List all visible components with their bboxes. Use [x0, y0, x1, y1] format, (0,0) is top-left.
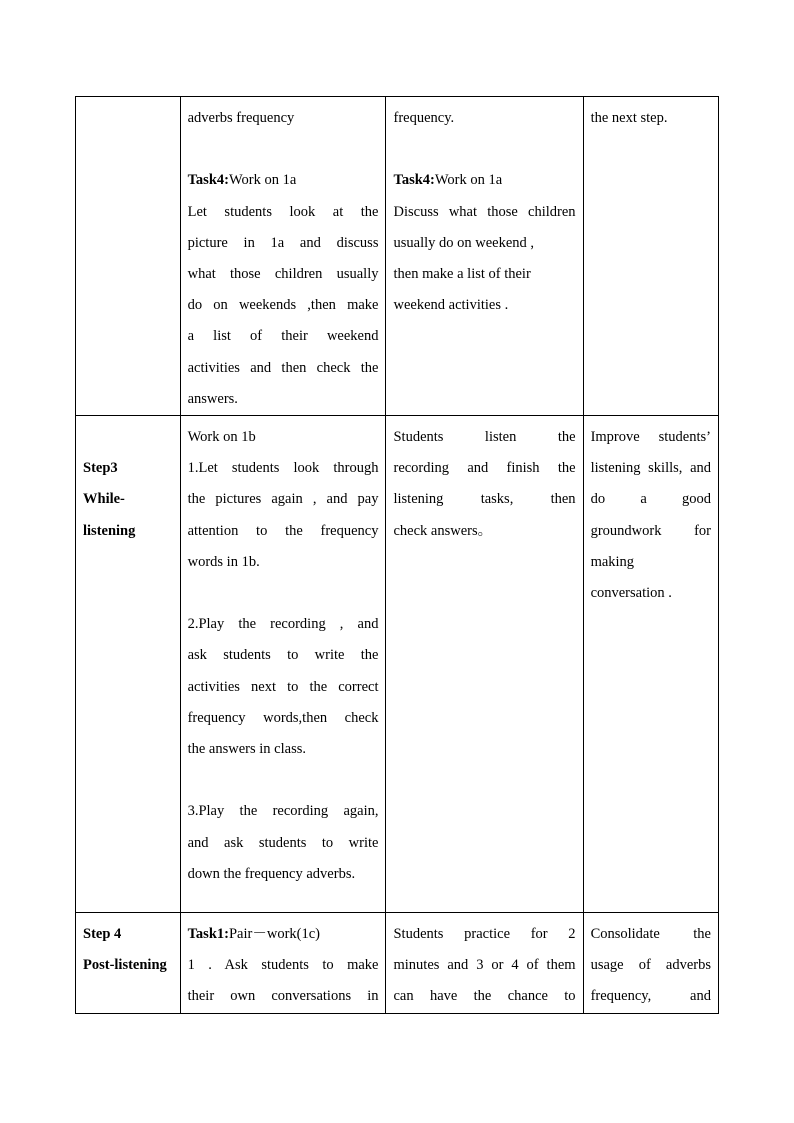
- text-line: frequency.: [393, 110, 455, 126]
- text-line: groundwork for: [590, 522, 711, 539]
- step-label: Step3: [83, 460, 118, 477]
- text-line: usage of adverbs: [590, 957, 711, 974]
- text-line: Students practice for 2: [393, 926, 576, 943]
- task-heading: Task4:Work on 1a: [187, 172, 297, 189]
- table-row: [76, 97, 719, 416]
- text-line: picture in 1a and discuss: [187, 234, 379, 251]
- text-line: Work on 1b: [187, 429, 256, 446]
- text-line: activities and then check the: [187, 359, 379, 376]
- text-line: ask students to write the: [187, 647, 379, 664]
- text-line: 1.Let students look through: [187, 460, 379, 477]
- text-line: the answers in class.: [187, 741, 306, 758]
- table-row: [76, 913, 719, 1014]
- text-line: 3.Play the recording again,: [187, 803, 379, 820]
- teacher-activity-cell: [180, 416, 386, 913]
- text-line: adverbs frequency: [187, 110, 295, 126]
- text-line: the pictures again , and pay: [187, 491, 379, 508]
- text-line: Discuss what those children: [393, 203, 576, 220]
- purpose-cell: [583, 913, 718, 1014]
- purpose-cell: [583, 416, 718, 913]
- text-line: can have the chance to: [393, 988, 576, 1005]
- table-row: [76, 416, 719, 913]
- text-line: down the frequency adverbs.: [187, 865, 356, 882]
- text-line: a list of their weekend: [187, 328, 379, 345]
- text-line: recording and finish the: [393, 460, 576, 477]
- text-line: 1 . Ask students to make: [187, 957, 379, 974]
- text-line: words in 1b.: [187, 553, 260, 570]
- step-cell: [76, 97, 181, 416]
- text-line: frequency words,then check: [187, 709, 379, 726]
- text-line: Improve students’: [590, 429, 711, 446]
- text-line: listening skills, and: [590, 460, 711, 477]
- text-line: what those children usually: [187, 266, 379, 282]
- teacher-activity-cell: [180, 97, 386, 416]
- text-line: Let students look at the: [187, 203, 379, 220]
- text-line: attention to the frequency: [187, 522, 379, 539]
- step-label: Post-listening: [83, 957, 167, 974]
- teacher-activity-cell: [180, 913, 386, 1014]
- text-line: frequency, and: [590, 988, 711, 1005]
- step-label: listening: [83, 522, 136, 539]
- text-line: minutes and 3 or 4 of them: [393, 957, 576, 974]
- task-heading: Task4:Work on 1a: [393, 172, 503, 189]
- text-line: listening tasks, then: [393, 491, 576, 508]
- text-line: do a good: [590, 491, 711, 508]
- text-line: Consolidate the: [590, 926, 711, 943]
- text-line: and ask students to write: [187, 834, 379, 851]
- text-line: conversation .: [590, 585, 672, 602]
- text-line: weekend activities .: [393, 297, 509, 314]
- task-heading: Task1:Pair－work(1c): [187, 926, 320, 943]
- step-label: Step 4: [83, 926, 122, 943]
- text-line: Students listen the: [393, 429, 576, 446]
- text-line: their own conversations in: [187, 988, 379, 1005]
- text-line: usually do on weekend ,: [393, 234, 535, 251]
- text-line: check answers。: [393, 522, 493, 539]
- step-cell: [76, 913, 181, 1014]
- step-label: While-: [83, 491, 125, 508]
- lesson-plan-table: [75, 96, 719, 1014]
- text-line: do on weekends ,then make: [187, 297, 379, 314]
- text-line: 2.Play the recording , and: [187, 616, 379, 633]
- purpose-cell: [583, 97, 718, 416]
- student-activity-cell: [386, 97, 583, 416]
- text-line: answers.: [187, 390, 238, 407]
- step-cell: [76, 416, 181, 913]
- text-line: then make a list of their: [393, 266, 531, 282]
- student-activity-cell: [386, 416, 583, 913]
- text-line: making: [590, 553, 635, 570]
- student-activity-cell: [386, 913, 583, 1014]
- text-line: activities next to the correct: [187, 678, 379, 695]
- text-line: the next step.: [590, 110, 668, 126]
